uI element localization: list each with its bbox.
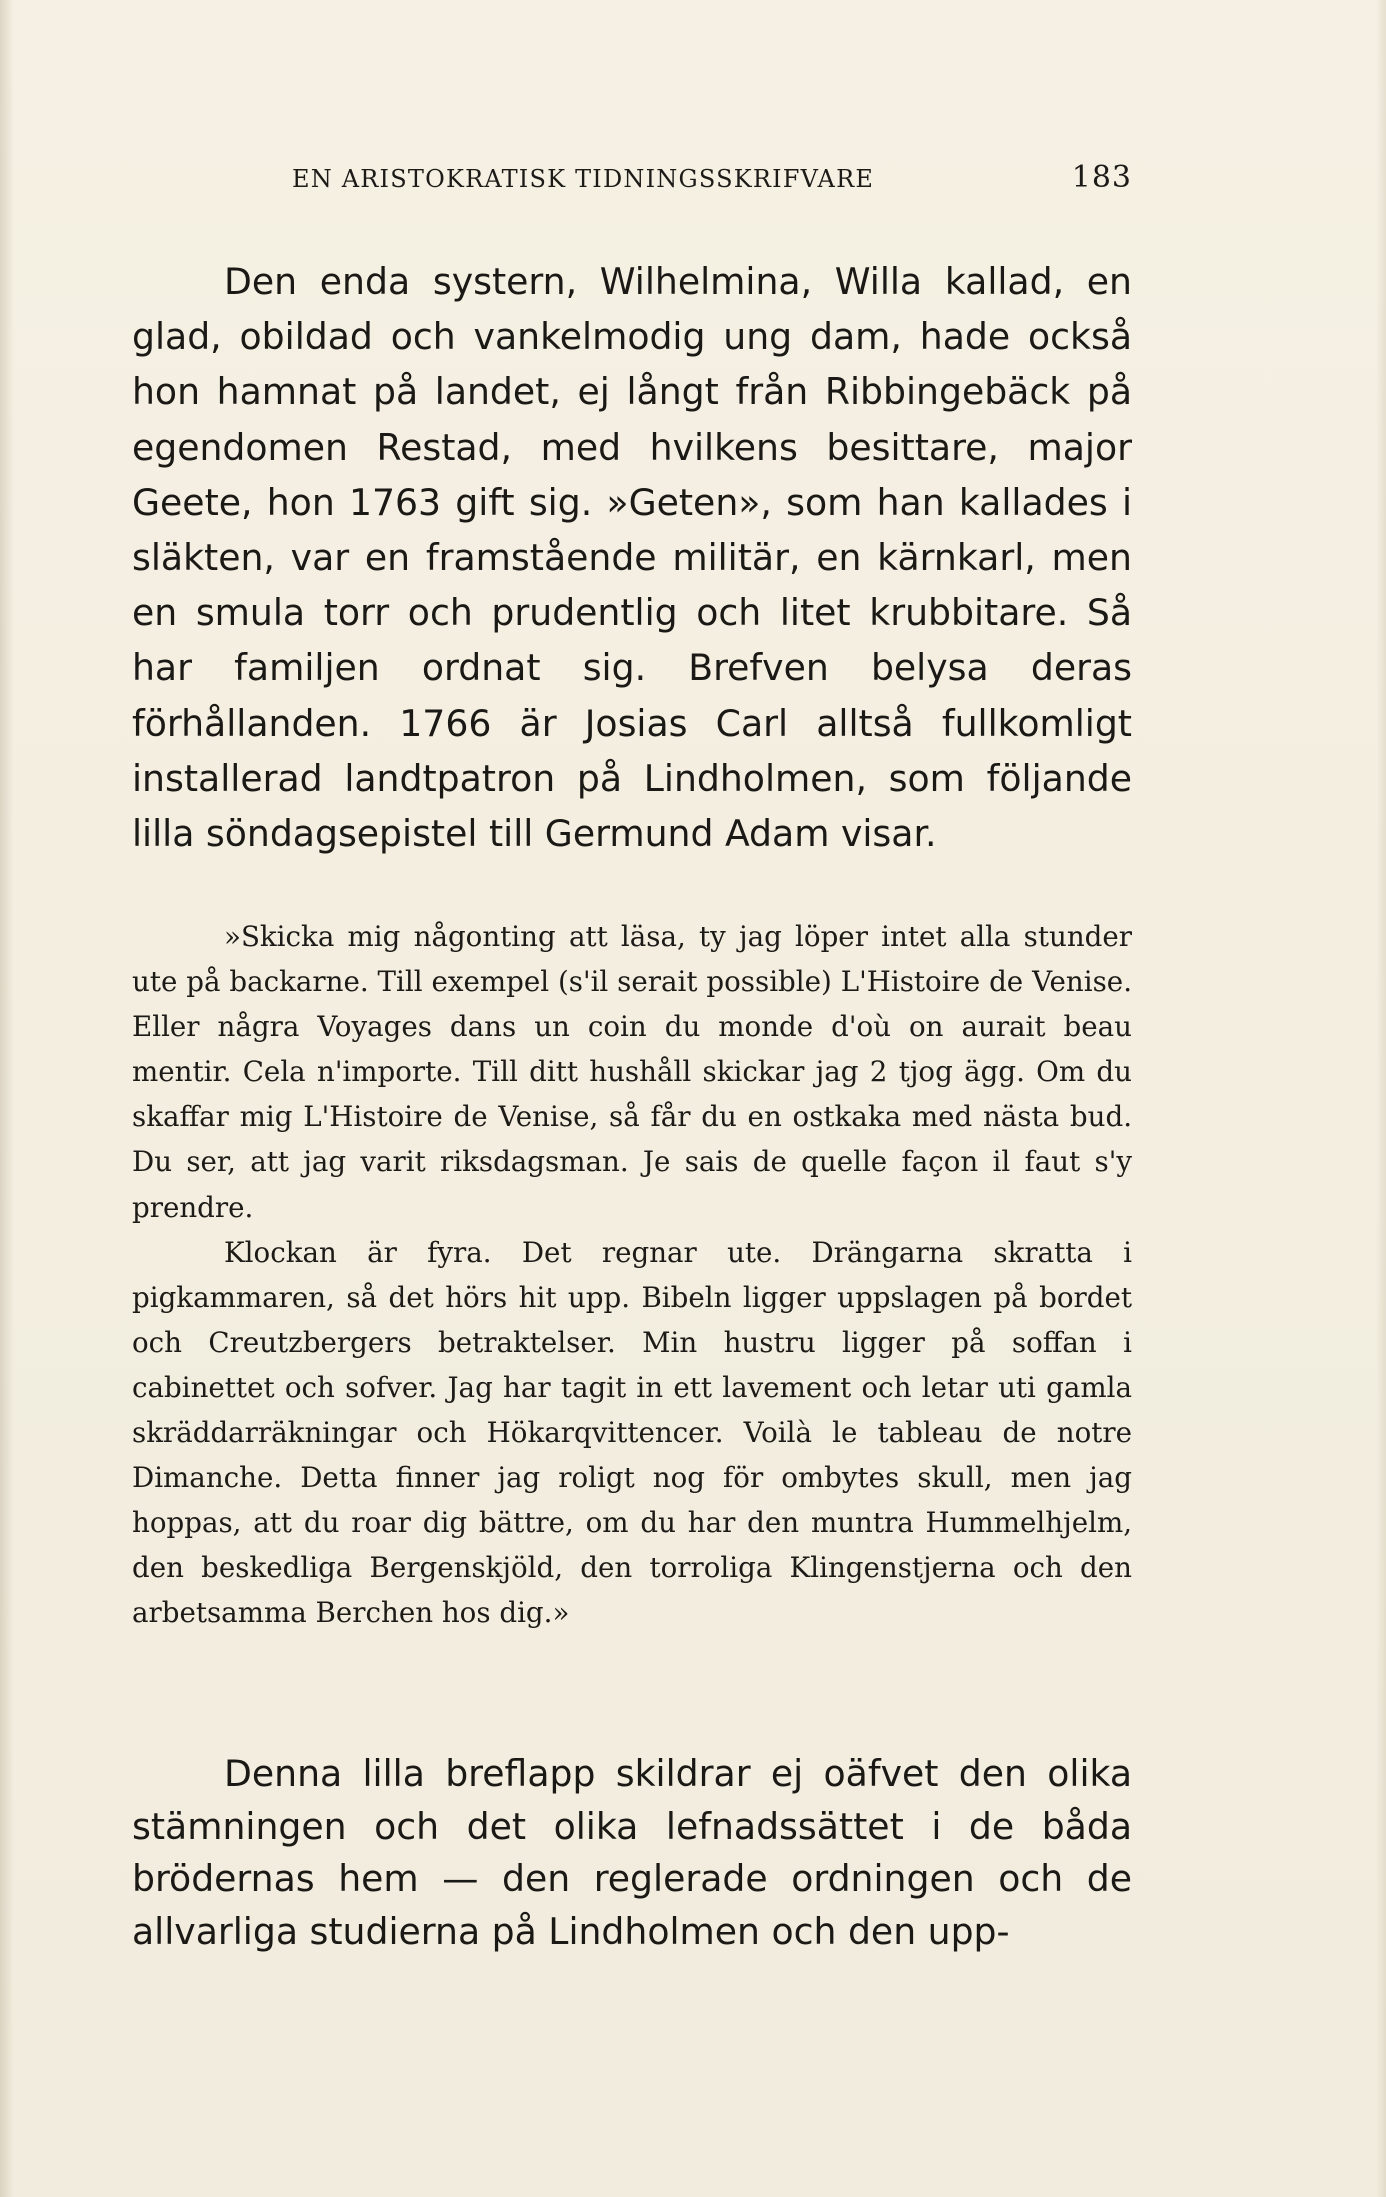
page-number: 183: [1071, 160, 1132, 195]
paragraph-text: Den enda systern, Wilhelmina, Willa kallad, en glad, obildad och vankelmodig ung dam, hade också hon hamnat på landet, ej långt från Ribbingebäck på egendomen Restad, med hvilkens besittare, major Geete, hon 1763 gift sig. »Geten», som han kallades i släkten, var en framstående militär, en kärnkarl, men en smula torr och prudentlig och litet krubbitare. Så har familjen ordnat sig. Brefven belysa deras förhållanden. 1766 är Josias Carl alltså fullkomligt installerad landtpatron på Lindholmen, som följande lilla söndagsepistel till Germund Adam visar.: [132, 260, 1132, 856]
closing-paragraph: [132, 1748, 1132, 1958]
paragraph-text: Denna lilla breflapp skildrar ej oäfvet den olika stämningen och det olika lefnadssättet i de båda brödernas hem — den reglerade ordningen och de allvarliga studierna på Lindholmen och den upp-: [132, 1752, 1132, 1953]
letter-paragraph-2: Klockan är fyra. Det regnar ute. Drängarna skratta i pigkammaren, så det hörs hit upp. Bibeln ligger uppslagen på bordet och Creutzbergers betraktelser. Min hustru ligger på soffan i cabinettet och sofver. Jag har tagit in ett lavement och letar uti gamla skräddarräkningar och Hökarqvittencer. Voilà le tableau de notre Dimanche. Detta finner jag roligt nog för ombytes skull, men jag hoppas, att du roar dig bättre, om du har den muntra Hummelhjelm, den beskedliga Bergenskjöld, den torroliga Klingenstjerna och den arbetsamma Berchen hos dig.»: [132, 1235, 1132, 1630]
letter-paragraph-1: »Skicka mig någonting att läsa, ty jag löper intet alla stunder ute på backarne. Till exempel (s'il serait possible) L'Histoire de Venise. Eller några Voyages dans un coin du monde d'où on aurait beau mentir. Cela n'importe. Till ditt hushåll skickar jag 2 tjog ägg. Om du skaffar mig L'Histoire de Venise, så får du en ostkaka med nästa bud. Du ser, att jag varit riksdagsman. Je sais de quelle façon il faut s'y prendre.: [132, 920, 1132, 1224]
running-title: EN ARISTOKRATISK TIDNINGSSKRIFVARE: [292, 165, 875, 193]
page-edge-shadow: [1376, 0, 1386, 2197]
main-paragraph: [132, 254, 1132, 861]
quoted-letter: [132, 914, 1132, 1636]
running-header: [132, 160, 1132, 200]
page-gutter-shadow: [0, 0, 14, 2197]
